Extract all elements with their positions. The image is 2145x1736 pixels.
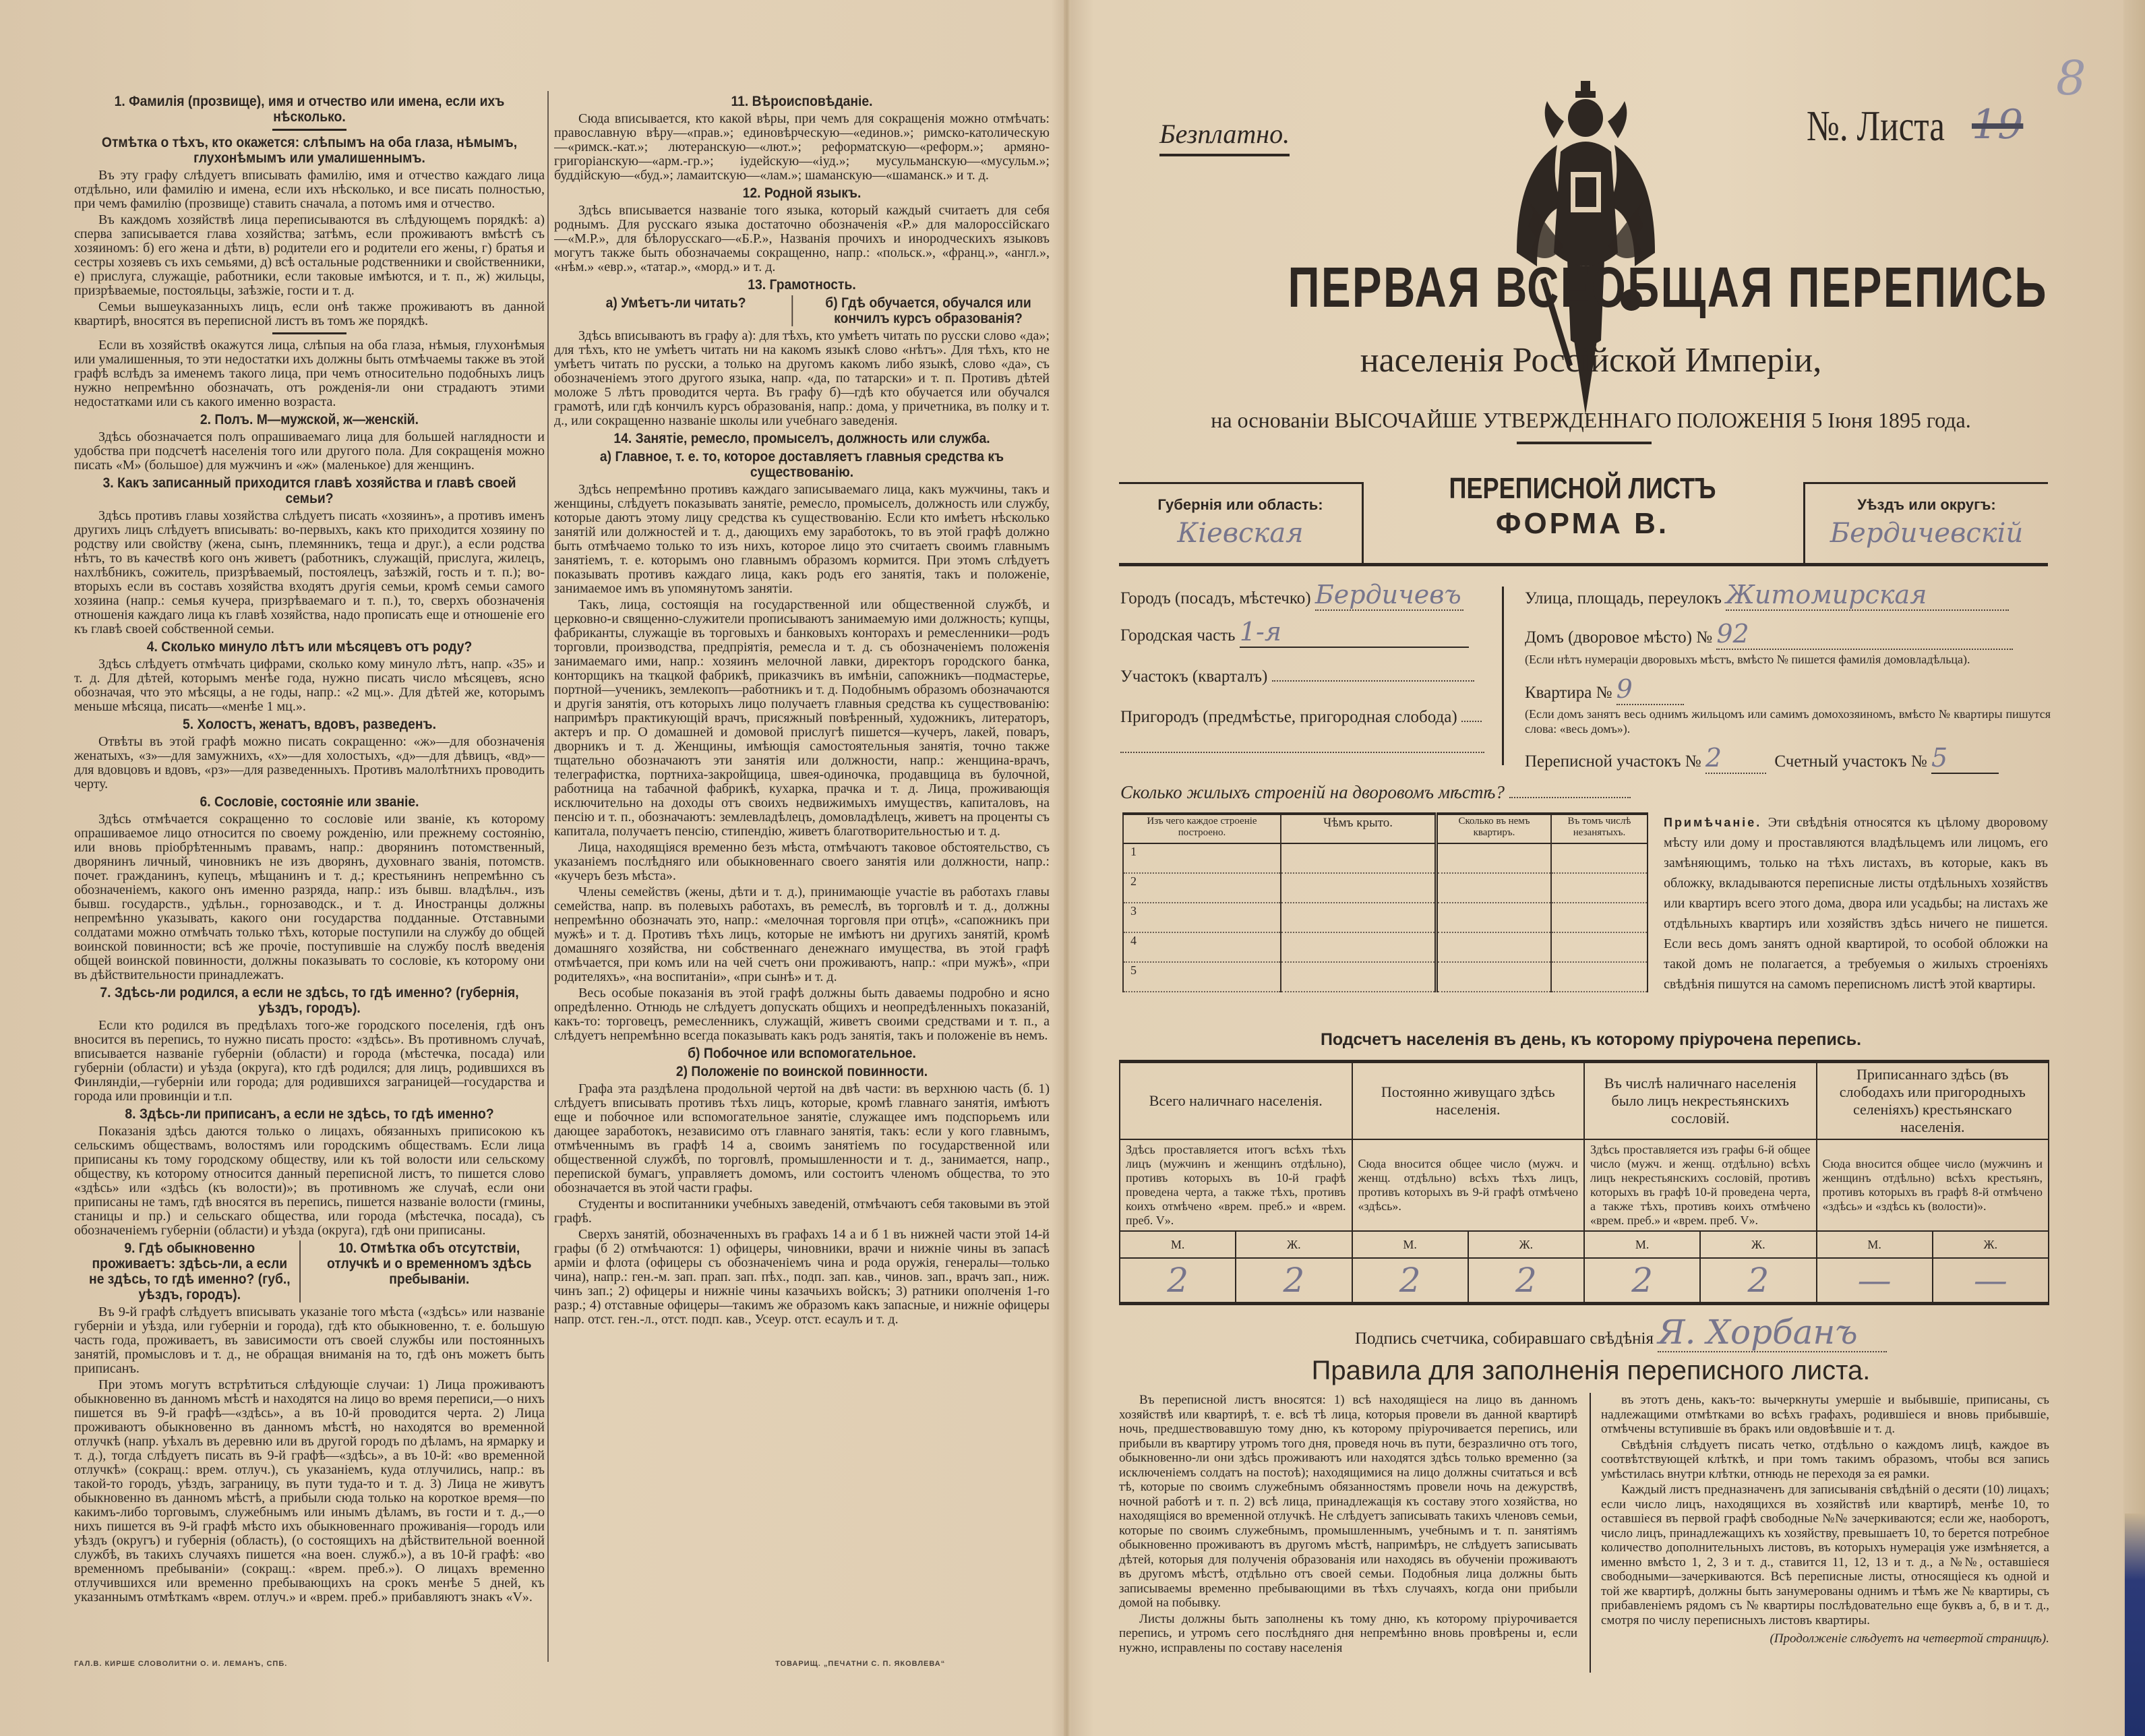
city-part-value: 1-я bbox=[1240, 617, 1469, 648]
instruction-paragraph: Сверхъ занятій, обозначенныхъ въ графахъ 14 а и б 1 въ нижней части этой 14-й графы (б 2) отмѣчаются: 1) офицеры, чиновники, врачи и нижніе чины въ запасѣ арміи и флота (офицеры съ обозначеніемъ чина и рода оружія, генералы—только чина), напр.: ген.-м. зап. прап. зап. пѣх., подп. зап. кав., чинов. зап., врачъ зап., ниж. чинъ зап.; 2) офицеры и нижніе чины казачьихъ войскъ; 3) ратники ополченія 1-го разр.; 4) отставные офицеры—такимъ же образомъ какъ запасные, и нижніе офицеры напр. отст. ген.-л., отст. подп. кав., Усеур. отст. есаулъ и т. д. bbox=[554, 1227, 1050, 1327]
guberniya-box bbox=[1119, 482, 1364, 565]
blue-cover-edge bbox=[2125, 1514, 2145, 1736]
city-part-field bbox=[1120, 617, 1469, 648]
signature-label: Подпись счетчика, собиравшаго свѣдѣнія bbox=[1355, 1329, 1654, 1348]
split-heading-right: 10. Отмѣтка объ отсутствіи, отлучкѣ и о временномъ здѣсь пребываніи. bbox=[327, 1240, 532, 1287]
instruction-paragraph: Въ каждомъ хозяйствѣ лица переписываются въ слѣдующемъ порядкѣ: а) сперва записывается глава хозяйства; затѣмъ, если проживаютъ вмѣстѣ съ хозяиномъ: б) его жена и дѣти, в) родители его и родители его жены, г) братья и сестры хозяевъ съ ихъ семьями, д) всѣ остальные родственники и свойственники, е) прислуга, служащіе, работники, если таковые имѣются, и т. п., ж) жильцы, призрѣваемые, постояльцы, заѣзжіе, гости и т. д. bbox=[74, 212, 545, 298]
street-value: Житомирская bbox=[1726, 580, 2009, 611]
instruction-paragraph: Въ 9-й графѣ слѣдуетъ вписывать указаніе того мѣста («здѣсь» или названіе губерніи и уѣзда, или губерніи и города), гдѣ кто обыкновенно, т. е. большую часть года, проживаетъ, въ зависимости отъ своей службы или постоянныхъ занятій, промысловъ и т. д., не обращая вниманія на то, гдѣ онъ можетъ быть приписанъ. bbox=[74, 1305, 545, 1376]
buildings-row bbox=[1123, 843, 1648, 873]
buildings-answer-line bbox=[1509, 797, 1631, 798]
rules-column-2 bbox=[1601, 1393, 2049, 1646]
section-heading: б) Побочное или вспомогательное. bbox=[688, 1046, 916, 1061]
buildings-question bbox=[1120, 782, 1631, 803]
rules-continued-note: (Продолженіе слѣдуетъ на четвертой страницѣ). bbox=[1770, 1632, 2049, 1646]
column-divider bbox=[547, 91, 549, 1662]
instruction-paragraph: Лица, находящіяся временно безъ мѣста, отмѣчаютъ таковое обстоятельство, съ указаніемъ послѣдняго или обыкновеннаго своего занятія или должности, напр.: «кучеръ безъ мѣста». bbox=[554, 840, 1050, 883]
city-label: Городъ (посадъ, мѣстечко) bbox=[1120, 589, 1311, 607]
note-text: Эти свѣдѣнія относятся къ цѣлому дворовому мѣсту или дому и проставляются владѣльцемъ или лицомъ, его замѣняющимъ, только на тѣхъ листахъ, въ которые, какъ въ обложку, вкладываются переписные листы отдѣльныхъ хозяйствъ или квартиръ всего этого дома, двора или усадьбы; на листахъ же отдѣльныхъ квартиръ или хозяйствъ здѣсь ничего не пишется. Если весь домъ занятъ одной квартирой, то особой обложки на такой домъ не полагается, а требуемыя о жилыхъ строеніяхъ свѣдѣнія пишутся на самомъ переписномъ листѣ этой квартиры. bbox=[1664, 815, 2049, 992]
uezd-value: Бердичевскій bbox=[1830, 518, 2024, 549]
section-heading: 6. Сословіе, состояніе или званіе. bbox=[200, 794, 419, 810]
section-heading: 2. Полъ. М—мужской, ж—женскій. bbox=[200, 412, 419, 427]
title-rule bbox=[1517, 442, 1652, 444]
empty-cell bbox=[1437, 962, 1552, 992]
split-heading bbox=[74, 1240, 545, 1303]
instruction-paragraph: Здѣсь отмѣчается сокращенно то сословіе или званіе, къ которому опрашиваемое лицо относится по своему рожденію, или прежнему состоянію, или вновь пріобрѣтеннымъ правамъ, напр.: дворянинъ потомственный, дворянинъ личный, чиновникъ не изъ дворянъ, духовнаго званія, потомств. почет. гражданинъ, купецъ, мѣщанинъ и т. д.; крестьянинъ непремѣнно съ обозначеніемъ, какого онъ именно разряда, напр.: изъ бывш. владѣльч., изъ бывш. государств., удѣльн., горнозаводск., и т. д. Иностранцы должны непремѣнно указывать, какого они государства подданные. Отставными солдатами можно отмѣчать только тѣхъ, которые поступили на службу до общей воинской повинности; всѣ же прочіе, поступившіе на службу послѣ введенія общей воинской повинности, должны показывать то сословіе, къ которому они въ дѣйствительности принадлежатъ. bbox=[74, 812, 545, 982]
uezd-box bbox=[1803, 482, 2048, 565]
buildings-header-apartments: Сколько въ немъ квартиръ. bbox=[1437, 814, 1552, 843]
rules-paragraph: Листы должны быть заполнены къ тому дню, къ которому пріурочивается перепись, и утромъ сего послѣдняго дня непремѣнно вновь провѣрены и, если нужно, исправлены по составу населенія bbox=[1119, 1611, 1577, 1655]
suburb-label: Пригородъ (предмѣстье, пригородная слобода) bbox=[1120, 708, 1457, 726]
female-count: 2 bbox=[1468, 1258, 1584, 1304]
instruction-paragraph: Здѣсь непремѣнно противъ каждаго записываемаго лица, какъ мужчины, такъ и женщины, слѣдуетъ показывать занятіе, ремесло, промыселъ, должность или службу, которые даютъ этому лицу средства къ существованію. Если кто имѣетъ нѣсколько занятій или должностей и т. д., дающихъ ему заработокъ, то въ этой графѣ должно быть отмѣчаемо только то изъ нихъ, которое лицо это считаетъ своимъ главнымъ занятіемъ, т. е. которымъ оно главнымъ образомъ кормится. При этомъ слѣдуетъ показывать противъ каждаго лица, какъ родъ его занятія, такъ и положеніе, занимаемое имъ въ упомянутомъ занятіи. bbox=[554, 482, 1050, 596]
empty-cell bbox=[1437, 843, 1552, 873]
next-sheet-edge bbox=[2123, 0, 2145, 1736]
section-heading: 12. Родной языкъ. bbox=[742, 185, 862, 201]
male-label: М. bbox=[1120, 1231, 1236, 1258]
instructions-column-1 bbox=[74, 91, 545, 1658]
rules-title: Правила для заполненія переписного листа. bbox=[1311, 1356, 1871, 1385]
instruction-paragraph: Если кто родился въ предѣлахъ того-же городского поселенія, гдѣ онъ вносится въ перепись, то нужно писать просто: «здѣсь». Въ противномъ случаѣ, вписывается названіе губерніи (области) и города (мѣстечка, посада) или губерніи (области) и уѣзда (округа), кто гдѣ родился; для лицъ, родившихся въ Финляндіи,—губерніи или города; для родившихся заграницей—государства и города или провинціи и т.п. bbox=[74, 1018, 545, 1104]
male-count: 2 bbox=[1120, 1258, 1236, 1304]
population-table bbox=[1119, 1060, 2049, 1305]
count-section-value: 5 bbox=[1931, 743, 1999, 774]
empty-cell bbox=[1437, 873, 1552, 903]
buildings-note bbox=[1664, 812, 2048, 994]
form-subtitle: ФОРМА В. bbox=[1495, 507, 1670, 540]
population-column-header: Постоянно живущаго здѣсь населенія. bbox=[1352, 1062, 1585, 1140]
instructions-column-2 bbox=[554, 91, 1050, 1658]
apartment-note: (Если домъ занятъ весь однимъ жильцомъ или самимъ домохозяиномъ, вмѣсто № квартиры пишутся слова: «весь домъ»). bbox=[1525, 707, 2051, 736]
section-heading: 5. Холостъ, женатъ, вдовъ, разведенъ. bbox=[183, 717, 436, 732]
empty-cell bbox=[1281, 843, 1437, 873]
guberniya-label: Губернія или область: bbox=[1157, 496, 1323, 513]
female-label: Ж. bbox=[1700, 1231, 1816, 1258]
buildings-row bbox=[1123, 873, 1648, 903]
female-label: Ж. bbox=[1468, 1231, 1584, 1258]
male-count: — bbox=[1817, 1258, 1933, 1304]
house-label: Домъ (дворовое мѣсто) № bbox=[1525, 628, 1713, 647]
instruction-paragraph: Показанія здѣсь даются только о лицахъ, обязанныхъ приписокою къ сельскимъ обществамъ, волостямъ или городскимъ обществамъ. Если лица приписаны къ тому городскому обществу, или къ той волости или сельскому обществу, къ которому относится данный переписной листъ, то пишется слово «здѣсь» или «здѣсь (къ волости)»; въ противномъ же случаѣ, если они приписаны не тамъ, гдѣ вносятся въ перепись, пишется названіе волости (гмины, станицы и пр.) и сельскаго общества, или города (мѣстечка, посада), съ обозначеніемъ губерніи (области) и уѣзда (округа), гдѣ они приписаны. bbox=[74, 1124, 545, 1238]
section-heading: 13. Грамотность. bbox=[748, 277, 856, 293]
section-rule bbox=[272, 332, 346, 334]
district-label: Участокъ (кварталъ) bbox=[1120, 667, 1268, 686]
population-column-description: Сюда вносится общее число (мужч. и женщ. отдѣльно) всѣхъ тѣхъ лицъ, противъ которыхъ въ 9-й графѣ отмѣчено «здѣсь». bbox=[1352, 1139, 1585, 1231]
instruction-paragraph: Если въ хозяйствѣ окажутся лица, слѣпыя на оба глаза, нѣмыя, глухонѣмыя или умалишенныя, то эти недостатки ихъ должны быть отмѣчаемы также въ этой графѣ вслѣдъ за именемъ такого лица, при чемъ относительно подобныхъ лицъ нужно непремѣнно обозначать, отъ рожденія-ли они страдаютъ этими недостатками или съ какого именно возраста. bbox=[74, 338, 545, 409]
male-label: М. bbox=[1817, 1231, 1933, 1258]
instruction-paragraph: Студенты и воспитанники учебныхъ заведеній, отмѣчаютъ себя таковыми въ этой графѣ. bbox=[554, 1197, 1050, 1226]
signature-value: Я. Хорбанъ bbox=[1658, 1313, 1887, 1352]
buildings-row bbox=[1123, 903, 1648, 932]
census-sections bbox=[1525, 743, 1999, 774]
buildings-header-vacant: Въ томъ числѣ незанятыхъ. bbox=[1551, 814, 1648, 843]
note-label: Примѣчаніе. bbox=[1664, 816, 1762, 829]
row-number: 1 bbox=[1123, 843, 1281, 873]
section-rule bbox=[272, 129, 346, 131]
blank-line bbox=[1120, 752, 1484, 753]
rules-paragraph: въ этотъ день, какъ-то: вычеркнуты умершіе и выбывшіе, приписаны, съ надлежащими отмѣтками во всѣхъ графахъ, родившіеся и вновь прибывшіе, отмѣчены вступившіе въ бракъ или овдовѣвшіе и т. д. bbox=[1601, 1393, 2049, 1436]
male-label: М. bbox=[1584, 1231, 1700, 1258]
female-count: — bbox=[1933, 1258, 2049, 1304]
instruction-paragraph: Весь особые показанія въ этой графѣ должны быть даваемы подробно и ясно опредѣленно. Отнюдь не слѣдуетъ допускать общихъ и неопредѣленныхъ показаній, какъ-то: торговецъ, ремесленникъ, служащій, живетъ своими средствами и т. п., а слѣдуетъ непремѣнно всегда показывать какъ родъ занятія, такъ и положеніе въ немъ. bbox=[554, 986, 1050, 1043]
female-label: Ж. bbox=[1933, 1231, 2049, 1258]
population-column-description: Сюда вносится общее число (мужчинъ и женщинъ отдѣльно) всѣхъ крестьянъ, противъ которыхъ въ графѣ 8-й отмѣчено «здѣсь» и «здѣсь къ (волости)». bbox=[1817, 1139, 2049, 1231]
population-column-description: Здѣсь проставляется итогъ всѣхъ тѣхъ лицъ (мужчинъ и женщинъ отдѣльно), противъ которыхъ въ 10-й графѣ проведена черта, а также тѣхъ, противъ коихъ отмѣчено «врем. преб.» и «врем. преб. V». bbox=[1120, 1139, 1352, 1231]
city-value: Бердичевъ bbox=[1315, 580, 1463, 611]
form-heading bbox=[1365, 472, 1800, 541]
instruction-paragraph: Здѣсь вписывается названіе того языка, который каждый считаетъ для себя роднымъ. Для русскаго языка достаточно обозначенія «Р.» для малороссійскаго—«М.Р.», для бѣлорусскаго—«Б.Р.», Названія прочихъ и инородческихъ языковъ могутъ также быть обозначаемы сокращенно, напр.: «польск.», «франц.», «англ.», «нѣм.» «евр.», «татар.», «морд.» и т. д. bbox=[554, 203, 1050, 274]
street-label: Улица, площадь, переулокъ bbox=[1525, 589, 1722, 607]
male-count: 2 bbox=[1352, 1258, 1468, 1304]
section-heading: 14. Занятіе, ремесло, промыселъ, должность или служба. bbox=[613, 431, 990, 446]
instruction-paragraph: Графа эта раздѣлена продольной чертой на двѣ части: въ верхнюю часть (б. 1) слѣдуетъ вписывать противъ тѣхъ лицъ, которые, кромѣ главнаго занятія, имѣютъ еще и побочное или вспомогательное занятіе, служащее имъ подспорьемъ или дающее заработокъ, независимо отъ главнаго занятія, такъ: если у кого главнымъ, отмѣченнымъ въ графѣ 14 а, своимъ занятіемъ по государственной или общественной службѣ, по торговлѣ, промышленности и т. д., занимается, напр., перепиской бумагъ, управляетъ домомъ, или состоитъ членомъ общества, то это обозначается въ этой части графы. bbox=[554, 1081, 1050, 1195]
empty-cell bbox=[1281, 903, 1437, 932]
population-column-description: Здѣсь проставляется изъ графы 6-й общее число (мужч. и женщ. отдѣльно) всѣхъ лицъ некрестьянскихъ сословій, противъ которыхъ въ графѣ 10-й проведена черта, а также тѣхъ, противъ коихъ отмѣчено «врем. преб.» и «врем. преб. V». bbox=[1584, 1139, 1817, 1231]
count-section-label: Счетный участокъ № bbox=[1774, 752, 1927, 771]
rules-divider bbox=[1590, 1393, 1591, 1673]
section-heading: 11. Вѣроисповѣданіе. bbox=[731, 94, 873, 109]
rules-paragraph: Въ переписной листъ вносятся: 1) всѣ находящіеся на лицо въ данномъ хозяйствѣ или квартирѣ, т. е. всѣ тѣ лица, которыя провели въ данной квартирѣ ночь, предшествовавшую тому дню, къ которому пріурочивается перепись, или прибыли въ квартиру утромъ того дня, проведя ночь въ пути, безразлично отъ того, обыкновенно-ли они здѣсь проживаютъ или находятся здѣсь только временно (за исключеніемъ солдатъ на постоѣ); находящимися на лицо должны считаться и всѣ тѣ, которые по своимъ служебнымъ обязанностямъ провели ночь на дежурствѣ, ночной работѣ и т. п. 2) всѣ лица, принадлежащія къ составу этого хозяйства, но находящіяся во временной отлучкѣ. Не слѣдуетъ записывать такихъ членовъ семьи, которые по своимъ служебнымъ, промышленнымъ, учебнымъ и т. п. занятіямъ обыкновенно проживаютъ въ другомъ мѣстѣ, напримѣръ, не слѣдуетъ записывать дѣтей, которыя для полученія образованія или находясь въ обученіи проживаютъ въ другомъ мѣстѣ, отдѣльно отъ своей семьи. Подобныя лица должны быть записываемы временно пребывающими въ тѣхъ случаяхъ, когда они прибыли домой на побывку. bbox=[1119, 1393, 1577, 1610]
section-heading: Отмѣтка о тѣхъ, кто окажется: слѣпымъ на оба глаза, нѣмымъ, глухонѣмымъ или умалишеннымъ. bbox=[101, 135, 518, 166]
population-column-header: Приписаннаго здѣсь (въ слободахъ или пригородныхъ селеніяхъ) крестьянскаго населенія. bbox=[1817, 1062, 2049, 1140]
instruction-paragraph: Здѣсь вписываютъ въ графу а): для тѣхъ, кто умѣетъ читать по русски слово «да»; для тѣхъ, кто не умѣетъ читать ни на какомъ языкѣ слово «нѣтъ». Для тѣхъ, кто не умѣетъ читать по русски, а только на другомъ какомъ либо языкѣ, слово «да», съ обозначеніемъ этого другого языка, напр. «да, по татарски» и т. п. Противъ дѣтей моложе 5 лѣтъ проводится черта. Въ графу б)—гдѣ кто обучается или обучался грамотѣ, или гдѣ кончилъ курсъ образованія, напр.: дома, у причетника, въ полку и т. д., или сокращенно названіе школы или учебнаго заведенія. bbox=[554, 328, 1050, 428]
section-heading: 2) Положеніе по воинской повинности. bbox=[675, 1064, 928, 1079]
buildings-row bbox=[1123, 962, 1648, 992]
section-heading: 3. Какъ записанный приходится главѣ хозяйства и главѣ своей семьи? bbox=[102, 475, 516, 506]
pencil-margin-mark: 8 bbox=[2056, 51, 2086, 106]
empty-cell bbox=[1281, 962, 1437, 992]
buildings-header-material: Изъ чего каждое строеніе построено. bbox=[1123, 814, 1281, 843]
empty-cell bbox=[1551, 843, 1648, 873]
buildings-table bbox=[1122, 812, 1648, 992]
suburb-field bbox=[1120, 708, 1482, 727]
empty-cell bbox=[1551, 903, 1648, 932]
suburb-line bbox=[1461, 721, 1482, 722]
buildings-header-roof: Чѣмъ крыто. bbox=[1281, 814, 1437, 843]
instruction-paragraph: Здѣсь обозначается полъ опрашиваемаго лица для большей наглядности и удобства при подсчетѣ населенія того или другого пола. Для сокращенія можно писать «М» (большое) для мужчинъ и «ж» (маленькое) для женщинъ. bbox=[74, 429, 545, 473]
census-subtitle: населенія Россійской Имперіи, bbox=[1360, 341, 1822, 380]
page-fold bbox=[1064, 0, 1070, 1736]
city-field bbox=[1120, 580, 1463, 611]
row-number: 2 bbox=[1123, 873, 1281, 903]
buildings-row bbox=[1123, 932, 1648, 962]
guberniya-value: Кіевская bbox=[1177, 518, 1304, 549]
empty-cell bbox=[1551, 962, 1648, 992]
split-heading-right: б) Гдѣ обучается, обучался или кончилъ курсъ образованія? bbox=[824, 295, 1031, 326]
city-part-label: Городская часть bbox=[1120, 626, 1236, 645]
male-count: 2 bbox=[1584, 1258, 1700, 1304]
district-field bbox=[1120, 667, 1474, 686]
instruction-paragraph: Здѣсь слѣдуетъ отмѣчать цифрами, сколько кому минуло лѣтъ, напр. «35» и т. д. Для дѣтей, которымъ менѣе года, нужно писать число мѣсяцевъ, ясно обозначая, что это мѣсяцы, а не годы, напр.: «2 мц.». Для дѣтей же, которымъ меньше мѣсяца, писать—«менѣе 1 мц.». bbox=[74, 657, 545, 714]
signature-field bbox=[1355, 1313, 1887, 1358]
apartment-value: 9 bbox=[1617, 674, 1684, 705]
house-field bbox=[1525, 619, 2013, 650]
instruction-paragraph: Въ эту графу слѣдуетъ вписывать фамилію, имя и отчество каждаго лица отдѣльно, или фамилію и имена, если ихъ нѣсколько, и все писать полностью, при чемъ фамилію (прозвище) ставить сначала, а потомъ имя и отчество. bbox=[74, 168, 545, 211]
female-count: 2 bbox=[1236, 1258, 1352, 1304]
empty-cell bbox=[1437, 932, 1552, 962]
row-number: 5 bbox=[1123, 962, 1281, 992]
instruction-paragraph: Такъ, лица, состоящія на государственной или общественной службѣ, и церковно-и священно-служители прописываютъ занимаемую ими должность; купцы, фабриканты, служащіе въ торговыхъ и банковыхъ конторахъ и ремесленники—родъ торговли, производства, предпріятія, ремесла и т. д. съ обозначеніемъ положенія занимаемаго ими, напр.: хозяинъ мелочной лавки, директоръ городского банка, конторщикъ на ткацкой фабрикѣ, приказчикъ въ имѣніи, сапожникъ—подмастерье, портной—ученикъ, землекопъ—работникъ и т. д. Подобнымъ образомъ обозначаются и другія занятія, отъ которыхъ лицо получаетъ главныя средства къ существованію: напримѣръ практикующій врачъ, присяжный повѣренный, художникъ, литераторъ, актеръ и пр. О домашней и домовой прислугѣ пишется—кучеръ, лакей, поваръ, дворникъ и т. д. Женщины, имѣющія самостоятельныя занятія, точно также тщательно обозначаютъ эти занятія или должности, напр.: женщина-врачъ, телеграфистка, портниха-закройщица, швея-одиночка, продавщица въ булочной, работница на табачной фабрикѣ, кухарка, прачка и т. д. Лица, проживающія исключительно на доходы отъ своихъ недвижимыхъ имуществъ, капиталовъ, на пенсію и т. п., обозначаютъ: землевладѣлецъ, домовладѣлецъ, живетъ на проценты съ капитала, получаетъ пенсію, стипендію, живетъ благотворительностью и т. д. bbox=[554, 597, 1050, 839]
buildings-question-text: Сколько жилыхъ строеній на дворовомъ мѣстѣ? bbox=[1120, 782, 1505, 802]
instruction-paragraph: Члены семействъ (жены, дѣти и т. д.), принимающіе участіе въ работахъ главы семейства, напр. въ полевыхъ работахъ, въ ремеслѣ, въ торговлѣ и т. д., должны непремѣнно обозначать это, напр.: «мелочная торговля при отцѣ», «сапожникъ при мужѣ» и т. д. Противъ тѣхъ лицъ, которые не имѣютъ ни другихъ занятій, кромѣ домашняго хозяйства, ни собственнаго денежнаго имущества, въ этой графѣ отмѣчается, при комъ или на чей счетъ они проживаютъ, напр.: «при мужѣ», «при родителяхъ», «на воспитаніи», «при сынѣ» и т. д. bbox=[554, 885, 1050, 984]
population-heading: Подсчетъ населенія въ день, къ которому пріурочена перепись. bbox=[1320, 1030, 1862, 1049]
house-value: 92 bbox=[1716, 619, 2013, 650]
rules-paragraph: Свѣдѣнія слѣдуетъ писать четко, отдѣльно о каждомъ лицѣ, каждое въ соотвѣтствующей клѣткѣ, и при томъ такимъ образомъ, чтобы вся запись умѣстилась внутри клѣтки, отнюдь не переходя за ея рамки. bbox=[1601, 1437, 2049, 1481]
instruction-paragraph: При этомъ могутъ встрѣтиться слѣдующіе случаи: 1) Лица проживаютъ обыкновенно въ данномъ мѣстѣ и находятся на лицо во время переписи,—о нихъ пишется въ 9-й графѣ—«здѣсь», а въ 10-й проводится черта. 2) Лица проживаютъ обыкновенно въ данномъ мѣстѣ, но находятся во временной отлучкѣ (напр. уѣхалъ въ деревню или въ другой городъ по дѣламъ, на ярмарку и т. д.), тогда слѣдуетъ писать въ 9-й графѣ—«здѣсь», а въ 10-й: «во временной отлучкѣ» (сокращ.: врем. отлуч.), съ указаніемъ, куда отлучились, напр.: въ такой-то городъ, уѣздъ, заграницу, въ пути туда-то и т. д. 3) Лица не живутъ обыкновенно въ данномъ мѣстѣ, а прибыли сюда только на короткое время—по какимъ-либо торговымъ, служебнымъ или инымъ дѣламъ, въ гости и т. д.,—о нихъ пишется въ 9-й графѣ мѣсто ихъ обыкновеннаго проживанія—городъ или уѣздъ (округъ) и губернія (область), (о состоящихъ на дѣйствительной военной службѣ, въ такихъ случаяхъ пишется «на воен. служб.»), а въ 10-й графѣ: «во временномъ пребываніи» (сокращ.: «врем. преб.»). О лицахъ временно отлучившихся или временно пребывающихъ на срокъ менѣе 5 дней, къ указаннымъ отмѣткамъ «врем. отлуч.» и «врем. преб.» прибавляютъ знакъ «V». bbox=[74, 1377, 545, 1605]
rules-paragraph: Каждый листъ предназначенъ для записыванія свѣдѣній о десяти (10) лицахъ; если число лицъ, находящихся въ хозяйствѣ или квартирѣ, менѣе 10, то оставшіеся въ первой графѣ свободные №№ зачеркиваются; если же, наоборотъ, число лицъ, принадлежащихъ къ хозяйству, превышаетъ 10, то берется потребное количество дополнительныхъ листовъ, въ которыхъ нумерація уже измѣняется, а именно вмѣсто 1, 2, 3 и т. д., ставится 11, 12, 13 и т. д., а №№, оставшіеся свободными—зачеркиваются. Всѣ переписные листы, относящіеся къ одной и той же квартирѣ, должны быть занумерованы однимъ и тѣмъ же № квартиры, съ прибавленіемъ рядомъ съ № квартиры послѣдовательно еще буквъ а, б, в и т. д., смотря по числу переписныхъ листовъ квартиры. bbox=[1601, 1483, 2049, 1627]
female-count: 2 bbox=[1700, 1258, 1816, 1304]
split-heading bbox=[554, 295, 1050, 326]
female-label: Ж. bbox=[1236, 1231, 1352, 1258]
form-title: ПЕРЕПИСНОЙ ЛИСТЪ bbox=[1449, 472, 1716, 505]
free-of-charge-label: Безплатно. bbox=[1159, 118, 1290, 156]
printer-imprint-right: ТОВАРИЩ. „ПЕЧАТНИ С. П. ЯКОВЛЕВА“ bbox=[775, 1660, 946, 1668]
uezd-label: Уѣздъ или округъ: bbox=[1857, 496, 1996, 513]
header-rule bbox=[1119, 563, 2048, 566]
section-heading: а) Главное, т. е. то, которое доставляетъ главныя средства къ существованію. bbox=[599, 449, 1004, 480]
empty-cell bbox=[1551, 873, 1648, 903]
district-line bbox=[1272, 680, 1474, 682]
census-section-value: 2 bbox=[1705, 743, 1766, 774]
census-title: ПЕРВАЯ ВСЕОБЩАЯ ПЕРЕПИСЬ bbox=[1288, 256, 2048, 319]
row-number: 3 bbox=[1123, 903, 1281, 932]
address-divider bbox=[1502, 587, 1504, 765]
printer-imprint-left: ГАЛ.В. КИРШЕ СЛОВОЛИТНИ О. И. ЛЕМАНЪ, СПБ. bbox=[74, 1660, 288, 1668]
empty-cell bbox=[1551, 932, 1648, 962]
instruction-paragraph: Здѣсь противъ главы хозяйства слѣдуетъ писать «хозяинъ», а противъ именъ другихъ лицъ слѣдуетъ вписывать: во-первыхъ, какъ кто приходится хозяину по родству или свойству (жена, сынъ, племянникъ, теща и друг.), а если родства нѣтъ, то въ качествѣ кого онъ живетъ (работникъ, служащій, прислуга, жилецъ, нахлѣбникъ, сожитель, призрѣваемый, постоялецъ, заѣзжій, гость и т. п.); во-вторыхъ если въ составъ хозяйства входятъ другія семьи, кромѣ семьи самого хозяина (напр.: семья кучера, призрѣваемаго и т. п.), то, сверхъ обозначенія отношенія каждаго лица къ главѣ хозяйства, надо прописать еще и отношеніе его къ главѣ своей собственной семьи. bbox=[74, 508, 545, 636]
rules-column-1 bbox=[1119, 1393, 1577, 1656]
instruction-paragraph: Сюда вписывается, кто какой вѣры, при чемъ для сокращенія можно отмѣчать: православную вѣру—«прав.»; единовѣрческую—«единов.»; римско-католическую—«римск.-кат.»; лютеранскую—«лют.»; реформатскую—«реформ.»; армяно-григоріанскую—«арм.-гр.»; іудейскую—«іуд.»; мусульманскую—«мусульм.»; буддійскую—«буд.»; ламаитскую—«лам.»; шаманскую—«шаманск.» и т. д. bbox=[554, 111, 1050, 183]
section-heading: 1. Фамилія (прозвище), имя и отчество или имена, если ихъ нѣсколько. bbox=[114, 94, 505, 125]
section-heading: 4. Сколько минуло лѣтъ или мѣсяцевъ отъ роду? bbox=[146, 639, 473, 655]
house-note: (Если нѣтъ нумераціи дворовыхъ мѣстъ, вмѣсто № пишется фамилія домовладѣльца). bbox=[1525, 653, 1970, 666]
apartment-label: Квартира № bbox=[1525, 684, 1612, 702]
split-heading-left: а) Умѣетъ-ли читать? bbox=[564, 295, 793, 326]
population-column-header: Всего наличнаго населенія. bbox=[1120, 1062, 1352, 1140]
split-heading-left: 9. Гдѣ обыкновенно проживаетъ: здѣсь-ли, а если не здѣсь, то гдѣ именно? (губ., уѣздъ, городъ). bbox=[84, 1240, 301, 1303]
empty-cell bbox=[1281, 873, 1437, 903]
instruction-paragraph: Отвѣты въ этой графѣ можно писать сокращенно: «ж»—для обозначенія женатыхъ, «з»—для замужнихъ, «х»—для холостыхъ, «д»—для дѣвицъ, «вд»—для вдовцовъ и вдовъ, «рз»—для разведенныхъ. Противъ малолѣтнихъ проводить черту. bbox=[74, 734, 545, 791]
population-column-header: Въ числѣ наличнаго населенія было лицъ некрестьянскихъ сословій. bbox=[1584, 1062, 1817, 1140]
apartment-field bbox=[1525, 674, 1684, 705]
section-heading: 8. Здѣсь-ли приписанъ, а если не здѣсь, то гдѣ именно? bbox=[125, 1106, 494, 1122]
sheet-number-label: №. Листа bbox=[1807, 102, 1945, 150]
sheet-number-value: 19 bbox=[1972, 101, 2024, 148]
street-field bbox=[1525, 580, 2009, 611]
male-label: М. bbox=[1352, 1231, 1468, 1258]
row-number: 4 bbox=[1123, 932, 1281, 962]
empty-cell bbox=[1437, 903, 1552, 932]
census-section-label: Переписной участокъ № bbox=[1525, 752, 1701, 771]
census-legal-basis: на основаніи ВЫСОЧАЙШЕ УТВЕРЖДЕННАГО ПОЛОЖЕНІЯ 5 Іюня 1895 года. bbox=[1211, 408, 1971, 432]
empty-cell bbox=[1281, 932, 1437, 962]
section-heading: 7. Здѣсь-ли родился, а если не здѣсь, то гдѣ именно? (губернія, уѣздъ, городъ). bbox=[100, 985, 519, 1016]
instruction-paragraph: Семьи вышеуказанныхъ лицъ, если онѣ также проживаютъ въ данной квартирѣ, вносятся въ переписной листъ въ томъ же порядкѣ. bbox=[74, 299, 545, 328]
